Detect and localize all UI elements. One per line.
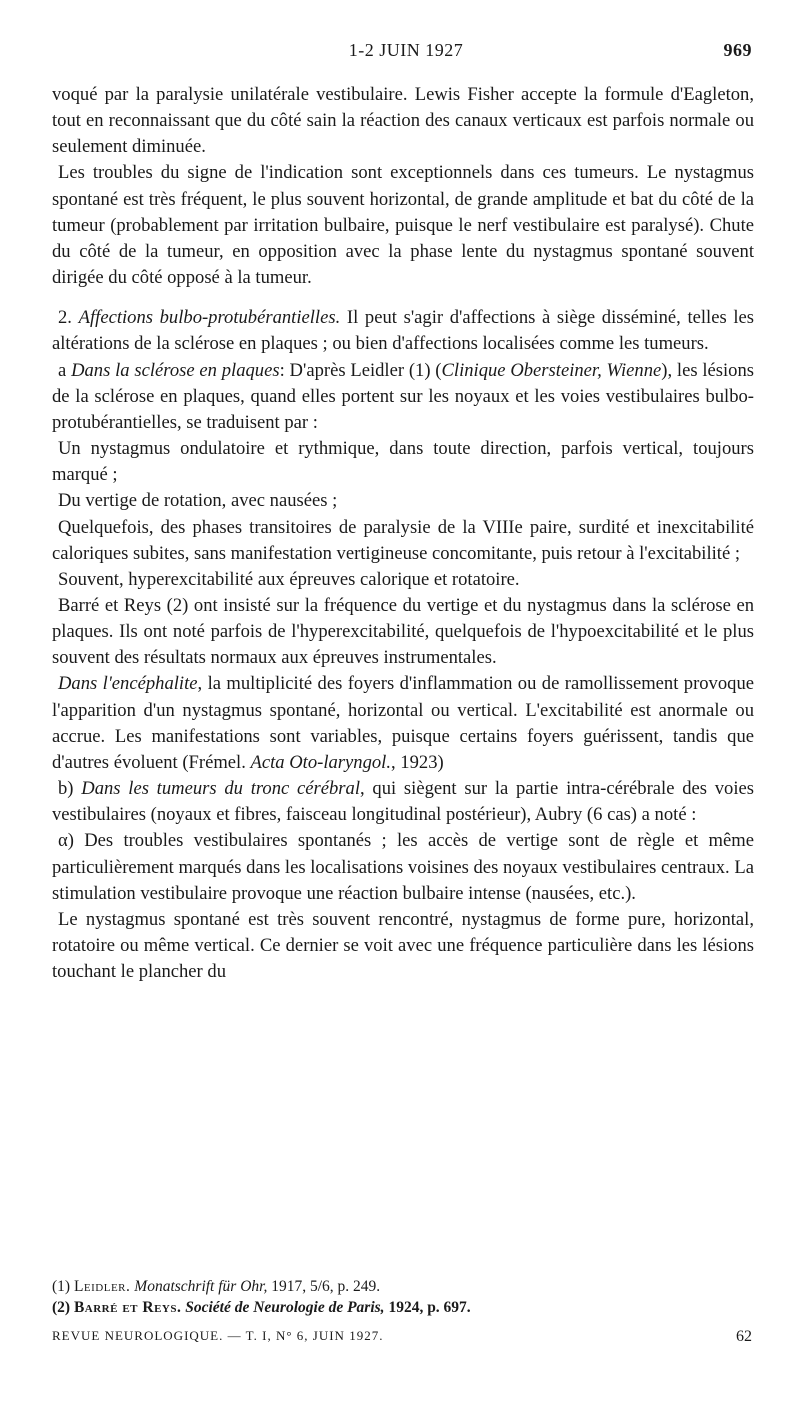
list-item-nystagmus: Un nystagmus ondulatoire et rythmique, dans toute direction, parfois vertical, toujours marqué ; [52,438,754,486]
subsection-a [52,358,754,436]
encephalite-year: , 1923) [391,751,444,773]
footnote-1-journal: Monatschrift für Ohr, [134,1278,268,1295]
subsection-a-clinic: Clinique Obersteiner, Wienne [441,359,662,381]
footnote-2 [52,1297,754,1318]
list-item-quelquefois: Quelquefois, des phases transitoires de paralysie de la VIIIe paire, surdité et inexcitabilité caloriques subites, sans manifestation vertigineuse concomitante, puis retour à l'excitabilité ; [52,516,754,564]
subsection-b-text: , qui siègent sur la partie intra-cérébrale des voies vestibulaires (noyaux et fibres, faisceau longitudinal postérieur), Aubry (6 cas) a noté : [52,778,754,826]
subsection-a-text-before: : D'après Leidler (1) ( [279,359,442,381]
footnote-1-ref: 1917, 5/6, p. 249. [271,1278,381,1295]
page-number: 969 [723,40,752,60]
paragraph-continuation: voqué par la paralysie unilatérale vestibulaire. Lewis Fisher accepte la formule d'Eagleton, tout en reconnaissant que du côté sain la réaction des canaux verticaux est parfois normale ou seulement diminuée. [52,84,754,158]
subsection-b-letter: b) [58,778,74,800]
footnote-1 [52,1276,754,1297]
subsection-alpha-text: Des troubles vestibulaires spontanés ; les accès de vertige sont de règle et même particulièrement marqués dans les localisations voisines des noyaux vestibulaires centraux. La stimulation vestibulaire provoque une réaction bulbaire intense (nausées, etc.). [52,830,754,904]
subsection-a-title: Dans la sclérose en plaques [71,359,280,381]
paragraph-tumeurs: Les troubles du signe de l'indication sont exceptionnels dans ces tumeurs. Le nystagmus spontané est très fréquent, le plus souvent horizontal, de grande amplitude et bat du côté de la tumeur (probablement par irritation bulbaire, puisque le nerf vestibulaire est paralysé). Chute du côté de la tumeur, en opposition avec la phase lente du nystagmus spontané souvent dirigée du côté opposé à la tumeur. [52,162,754,289]
subsection-b [52,776,754,828]
encephalite-journal: Acta Oto-laryngol. [250,751,391,773]
encephalite-title: Dans l'encéphalite [58,673,198,695]
section-2-text: Il peut s'agir d'affections à siège disséminé, telles les altérations de la sclérose en plaques ; ou bien d'affections localisées comme les tumeurs. [52,307,755,355]
signature-mark: 62 [736,1328,752,1345]
page-footer [52,1328,752,1344]
footnote-2-journal: Société de Neurologie de Paris, [185,1299,385,1316]
footer-journal: REVUE NEUROLOGIQUE. — T. I, N° 6, JUIN 1927. [52,1328,384,1343]
subsection-alpha-letter: α) [58,830,74,852]
footnote-2-marker: (2) [52,1299,71,1316]
subsection-a-text-after: ), les lésions de la sclérose en plaques, quand elles portent sur les noyaux et les voies vestibulaires bulbo-protubérantielles, se traduisent par : [52,359,754,433]
subsection-b-title: Dans les tumeurs du tronc cérébral [81,778,360,800]
footnote-1-marker: (1) [52,1278,71,1295]
paragraph-barre-reys: Barré et Reys (2) ont insisté sur la fréquence du vertige et du nystagmus dans la sclérose en plaques. Ils ont noté parfois de l'hyperexcitabilité, quelquefois de l'hypoexcitabilité et le plus souvent des résultats normaux aux épreuves instrumentales. [52,594,754,669]
main-text [52,82,754,985]
footnote-1-author: Leidler. [73,1278,131,1295]
footnote-2-author: Barré et Reys. [73,1299,182,1316]
section-2-number: 2. [58,307,72,329]
encephalite-text: , la multiplicité des foyers d'inflammation ou de ramollissement provoque l'apparition d'un nystagmus spontané, horizontal ou vertical. L'excitabilité est anormale ou accrue. Les manifestations sont variables, puisque certains foyers guérissent, tandis que d'autres évoluent (Frémel. [52,673,754,773]
running-head-date: 1-2 JUIN 1927 [348,40,464,60]
footnote-2-ref: 1924, p. 697. [388,1299,471,1316]
subsection-alpha [52,828,754,906]
footnotes [52,1276,754,1318]
list-item-vertige: Du vertige de rotation, avec nausées ; [58,490,338,512]
paragraph-encephalite [52,671,754,776]
subsection-a-letter: a [58,359,67,381]
section-2-title: Affections bulbo-protubérantielles. [78,307,341,329]
list-item-souvent: Souvent, hyperexcitabilité aux épreuves calorique et rotatoire. [58,568,520,590]
section-2 [52,305,754,357]
paragraph-nystagmus-spontane: Le nystagmus spontané est très souvent rencontré, nystagmus de forme pure, horizontal, rotatoire ou même vertical. Ce dernier se voit avec une fréquence particulière dans les lésions touchant le plancher du [52,908,754,983]
page-header [60,40,752,70]
